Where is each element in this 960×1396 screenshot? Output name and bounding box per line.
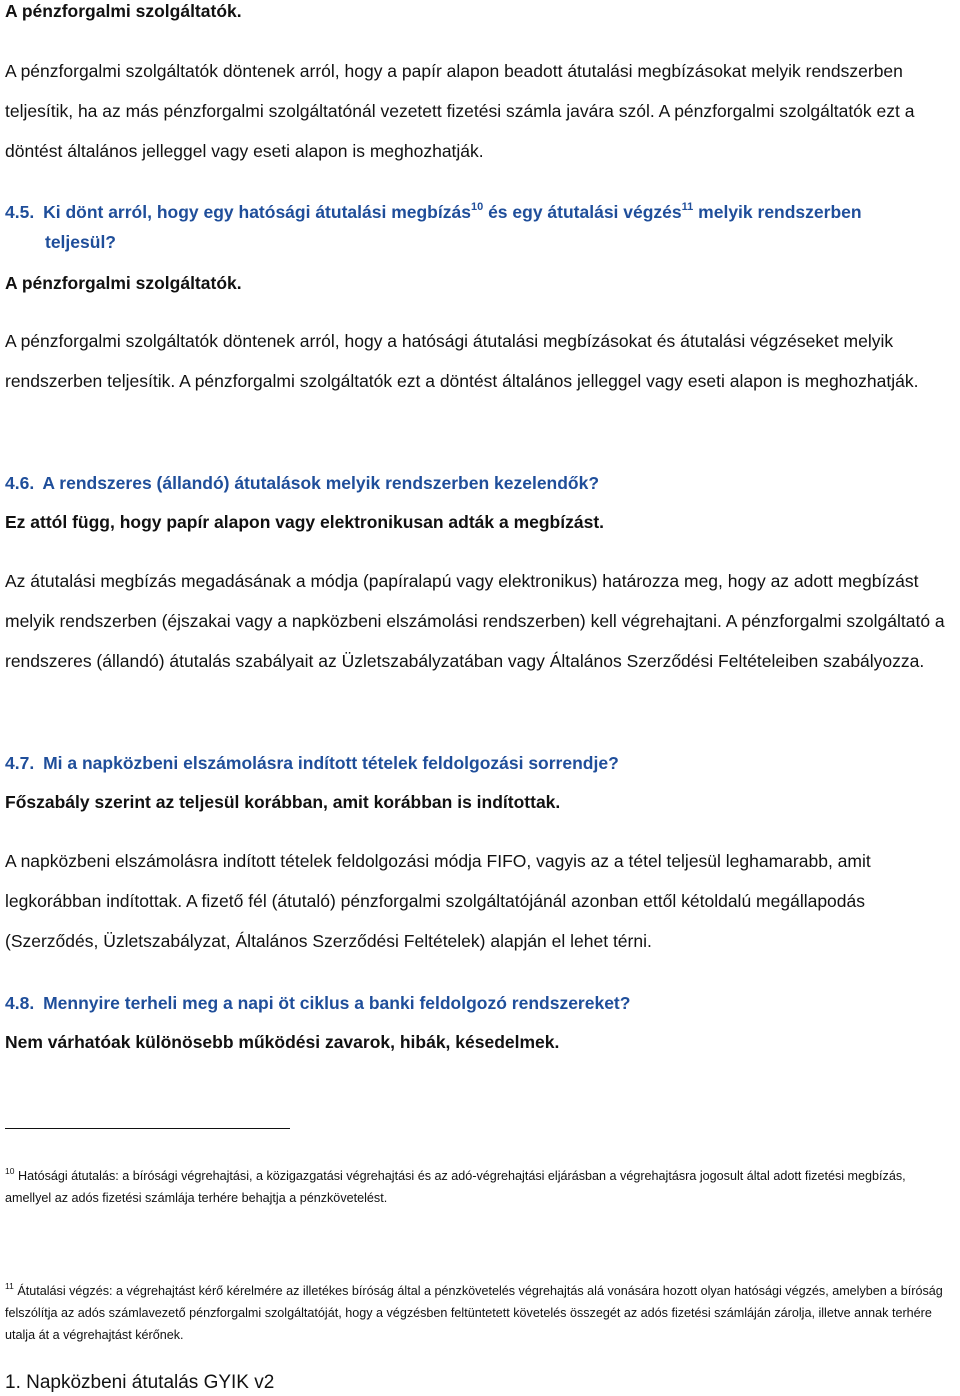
question-4-5 xyxy=(5,197,955,257)
footnote-text: Átutalási végzés: a végrehajtást kérő kérelmére az illetékes bíróság által a pénzkövetelés végrehajtás alá vonására hozott olyan hatósági végzés, amelyben a bíróság felszólítja az adós számlavezető pénzforgalmi szolgáltatóját, hogy a végzésben feltüntetett követelés összegét az adós fizetési számláján zárolja, illetve annak terhére utalja át a végrehajtást kérőnek. xyxy=(5,1284,943,1342)
footnote-separator xyxy=(5,1128,290,1129)
question-text: Mi a napközbeni elszámolásra indított tételek feldolgozási sorrendje? xyxy=(43,753,619,773)
question-text-part3: melyik rendszerben xyxy=(693,202,862,222)
question-text-part2: és egy átutalási végzés xyxy=(483,202,682,222)
question-text: Mennyire terheli meg a napi öt ciklus a banki feldolgozó rendszereket? xyxy=(43,993,631,1013)
question-text: A rendszeres (állandó) átutalások melyik rendszerben kezelendők? xyxy=(42,473,600,493)
question-number: 4.8. xyxy=(5,993,35,1013)
question-text-part1: Ki dönt arról, hogy egy hatósági átutalási megbízás xyxy=(43,202,471,222)
footnote-number: 11 xyxy=(5,1280,14,1291)
question-number: 4.6. xyxy=(5,473,35,493)
footnote-10 xyxy=(5,1165,955,1209)
question-text-part4: teljesül? xyxy=(45,232,116,252)
body-4-6: Az átutalási megbízás megadásának a módja (papíralapú vagy elektronikus) határozza meg, hogy az adott megbízást melyik rendszerben (éjszakai vagy a napközbeni elszámolási rendszerben) kell végrehajtani. A pénzforgalmi szolgáltató a rendszeres (állandó) átutalás szabályait az Üzletszabályzatában vagy Általános Szerződési Feltételeiben szabályozza. xyxy=(5,571,945,671)
body-4-5: A pénzforgalmi szolgáltatók döntenek arról, hogy a hatósági átutalási megbízásokat és átutalási végzéseket melyik rendszerben teljesítik. A pénzforgalmi szolgáltatók ezt a döntést általános jelleggel vagy eseti alapon is meghozhatják. xyxy=(5,331,919,391)
page-footer: 1. Napközbeni átutalás GYIK v2 xyxy=(5,1372,275,1393)
answer-4-7: Főszabály szerint az teljesül korábban, amit korábban is indítottak. xyxy=(5,792,561,812)
footnote-number: 10 xyxy=(5,1165,15,1176)
answer-4-5: A pénzforgalmi szolgáltatók. xyxy=(5,273,242,293)
question-4-6 xyxy=(5,468,955,498)
answer-4-6: Ez attól függ, hogy papír alapon vagy elektronikusan adták a megbízást. xyxy=(5,512,605,532)
footnote-11 xyxy=(5,1280,955,1346)
question-4-8 xyxy=(5,988,955,1018)
answer-4-8: Nem várhatóak különösebb működési zavarok, hibák, késedelmek. xyxy=(5,1032,560,1052)
footnote-ref-11[interactable]: 11 xyxy=(681,201,694,214)
paragraph-1: A pénzforgalmi szolgáltatók döntenek arról, hogy a papír alapon beadott átutalási megbízásokat melyik rendszerben teljesítik, ha az más pénzforgalmi szolgáltatónál vezetett fizetési számla javára szól. A pénzforgalmi szolgáltatók ezt a döntést általános jelleggel vagy eseti alapon is meghozhatják. xyxy=(5,61,915,161)
footnote-ref-10[interactable]: 10 xyxy=(470,201,484,214)
question-number: 4.5. xyxy=(5,202,35,222)
body-4-7: A napközbeni elszámolásra indított tételek feldolgozási módja FIFO, vagyis az a tétel teljesül leghamarabb, amit legkorábban indítottak. A fizető fél (átutaló) pénzforgalmi szolgáltatójánál azonban ettől kétoldalú megállapodás (Szerződés, Üzletszabályzat, Általános Szerződési Feltételek) alapján el lehet térni. xyxy=(5,851,871,951)
answer-top: A pénzforgalmi szolgáltatók. xyxy=(5,1,242,21)
question-4-7 xyxy=(5,748,955,778)
footnote-text: Hatósági átutalás: a bírósági végrehajtási, a közigazgatási végrehajtási és az adó-végrehajtási eljárásban a végrehajtásra jogosult által adott fizetési megbízás, amellyel az adós fizetési számlája terhére behajtja a pénzkövetelést. xyxy=(5,1169,906,1205)
question-number: 4.7. xyxy=(5,753,35,773)
